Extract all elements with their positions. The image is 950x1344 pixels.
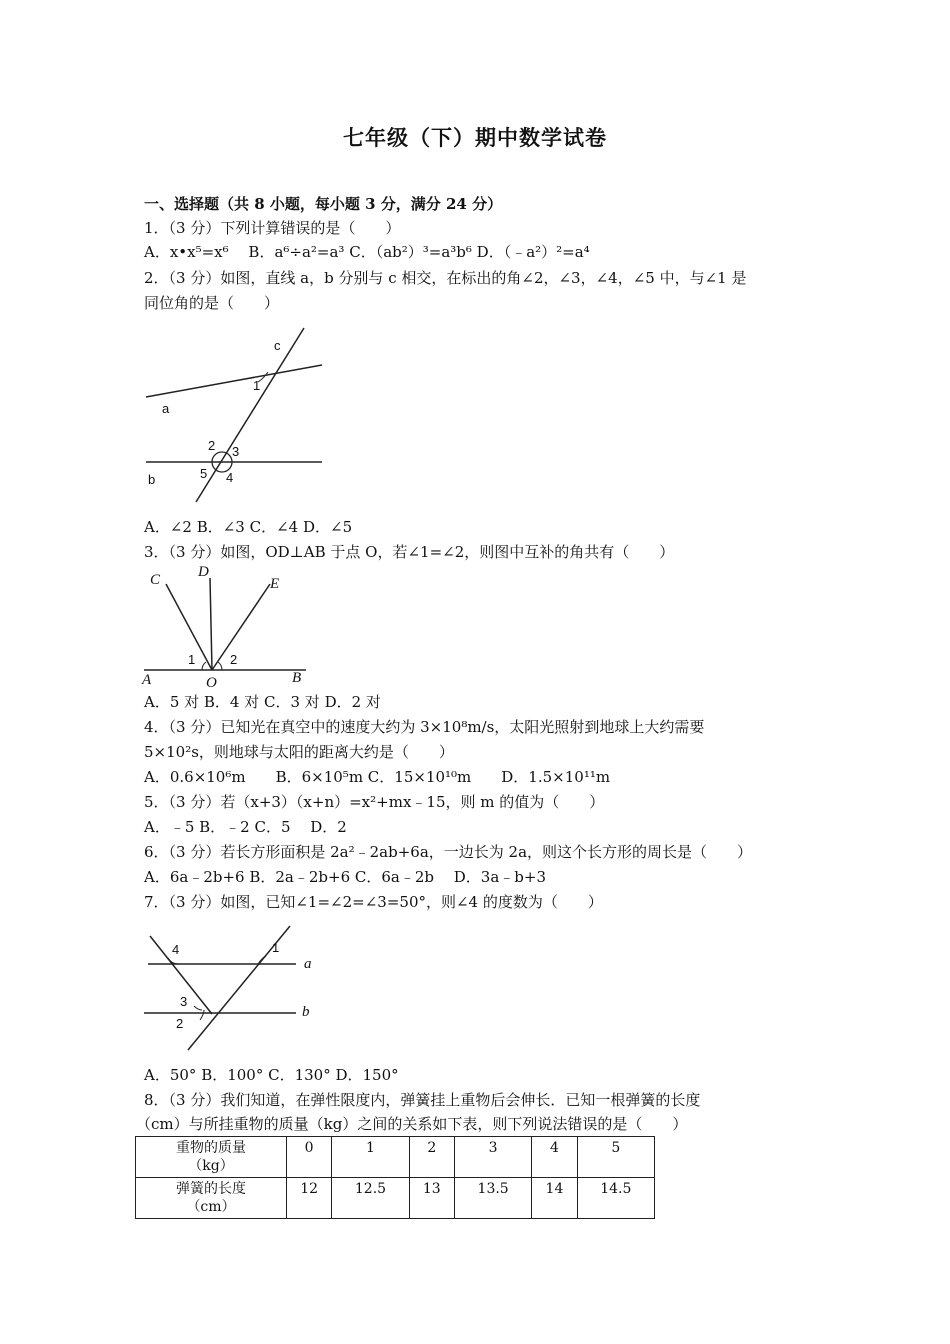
- label-angle-3: 3: [180, 994, 188, 1009]
- label-c: c: [274, 338, 281, 353]
- question-2-stem-line1: 2．（3 分）如图，直线 a，b 分别与 c 相交，在标出的角∠2，∠3，∠4，∠5 中，与∠1 是: [144, 269, 747, 287]
- question-7-figure: [140, 922, 320, 1054]
- table-cell: 13.5: [454, 1178, 531, 1219]
- label-angle-5: 5: [200, 466, 208, 481]
- line-a: [146, 365, 322, 397]
- question-2-options: A．∠2 B．∠3 C．∠4 D．∠5: [144, 518, 353, 536]
- question-1-options: A．x•x⁵=x⁶ B．a⁶÷a²=a³ C．（ab²）³=a³b⁶ D．（﹣a²）²=a⁴: [144, 243, 590, 261]
- table-row-header: [136, 1137, 287, 1178]
- table-cell: 14.5: [577, 1178, 654, 1219]
- angle-2-arc: [218, 662, 222, 670]
- label-angle-2: 2: [230, 652, 238, 667]
- label-angle-1: 1: [253, 378, 261, 393]
- row-header-line2: （kg）: [188, 1158, 234, 1174]
- angle-2-arc: [200, 1010, 204, 1020]
- question-4-options: A．0.6×10⁶m B．6×10⁵m C．15×10¹⁰m D．1.5×10¹¹m: [144, 768, 611, 786]
- question-8-stem-line1: 8．（3 分）我们知道，在弹性限度内，弹簧挂上重物后会伸长．已知一根弹簧的长度: [144, 1091, 701, 1109]
- table-cell: 3: [454, 1137, 531, 1178]
- ray-OD: [210, 578, 212, 670]
- table-cell: 13: [409, 1178, 454, 1219]
- table-row: [136, 1178, 655, 1219]
- label-b: b: [302, 1004, 310, 1020]
- question-1-stem: 1．（3 分）下列计算错误的是（ ）: [144, 219, 401, 237]
- table-cell: 4: [532, 1137, 577, 1178]
- table-cell: 5: [577, 1137, 654, 1178]
- label-a: a: [162, 401, 170, 416]
- question-4-stem-line2: 5×10²s，则地球与太阳的距离大约是（ ）: [144, 743, 454, 761]
- table-row: [136, 1137, 655, 1178]
- question-8-stem-line2: （cm）与所挂重物的质量（kg）之间的关系如下表，则下列说法错误的是（ ）: [136, 1115, 688, 1133]
- question-6-stem: 6．（3 分）若长方形面积是 2a²﹣2ab+6a，一边长为 2a，则这个长方形的周长是（ ）: [144, 843, 753, 861]
- label-b: b: [148, 472, 156, 487]
- angle-3-arc: [194, 1006, 202, 1010]
- table-cell: 14: [532, 1178, 577, 1219]
- line-c: [196, 328, 304, 502]
- label-D: D: [198, 564, 209, 580]
- ray-OE: [212, 584, 270, 670]
- section-heading: 一、选择题（共 8 小题，每小题 3 分，满分 24 分）: [144, 195, 503, 213]
- question-3-figure: [140, 562, 315, 690]
- question-7-options: A．50° B．100° C．130° D．150°: [144, 1066, 399, 1084]
- question-3-stem: 3．（3 分）如图，OD⊥AB 于点 O，若∠1=∠2，则图中互补的角共有（ ）: [144, 543, 675, 561]
- table-cell: 0: [287, 1137, 332, 1178]
- label-angle-2: 2: [208, 438, 216, 453]
- question-7-stem: 7．（3 分）如图，已知∠1=∠2=∠3=50°，则∠4 的度数为（ ）: [144, 893, 603, 911]
- label-a: a: [304, 956, 312, 972]
- question-2-figure: [140, 322, 340, 507]
- question-5-stem: 5．（3 分）若（x+3）（x+n）=x²+mx﹣15，则 m 的值为（ ）: [144, 793, 605, 811]
- row-header-line1: 重物的质量: [176, 1140, 246, 1156]
- question-5-options: A．﹣5 B．﹣2 C．5 D．2: [144, 818, 347, 836]
- table-cell: 1: [332, 1137, 409, 1178]
- label-angle-4: 4: [172, 942, 180, 957]
- table-row-header: [136, 1178, 287, 1219]
- label-angle-1: 1: [272, 940, 280, 955]
- question-6-options: A．6a﹣2b+6 B．2a﹣2b+6 C．6a﹣2b D．3a﹣b+3: [144, 868, 546, 886]
- label-A: A: [142, 672, 152, 688]
- question-3-options: A．5 对 B．4 对 C．3 对 D．2 对: [144, 693, 381, 711]
- page-title: 七年级（下）期中数学试卷: [343, 125, 607, 150]
- question-4-stem-line1: 4．（3 分）已知光在真空中的速度大约为 3×10⁸m/s，太阳光照射到地球上大约需要: [144, 718, 705, 736]
- label-E: E: [270, 576, 280, 592]
- label-C: C: [150, 572, 161, 588]
- question-2-stem-line2: 同位角的是（ ）: [144, 294, 280, 312]
- row-header-line1: 弹簧的长度: [176, 1181, 246, 1197]
- label-angle-3: 3: [232, 444, 240, 459]
- label-angle-2: 2: [176, 1016, 184, 1031]
- table-cell: 2: [409, 1137, 454, 1178]
- spring-data-table: [135, 1136, 655, 1219]
- label-angle-1: 1: [188, 652, 196, 667]
- angle-1-arc: [202, 662, 206, 670]
- label-angle-4: 4: [226, 470, 234, 485]
- label-O: O: [206, 675, 217, 691]
- label-B: B: [292, 670, 302, 686]
- table-cell: 12: [287, 1178, 332, 1219]
- table-cell: 12.5: [332, 1178, 409, 1219]
- row-header-line2: （cm）: [186, 1199, 236, 1215]
